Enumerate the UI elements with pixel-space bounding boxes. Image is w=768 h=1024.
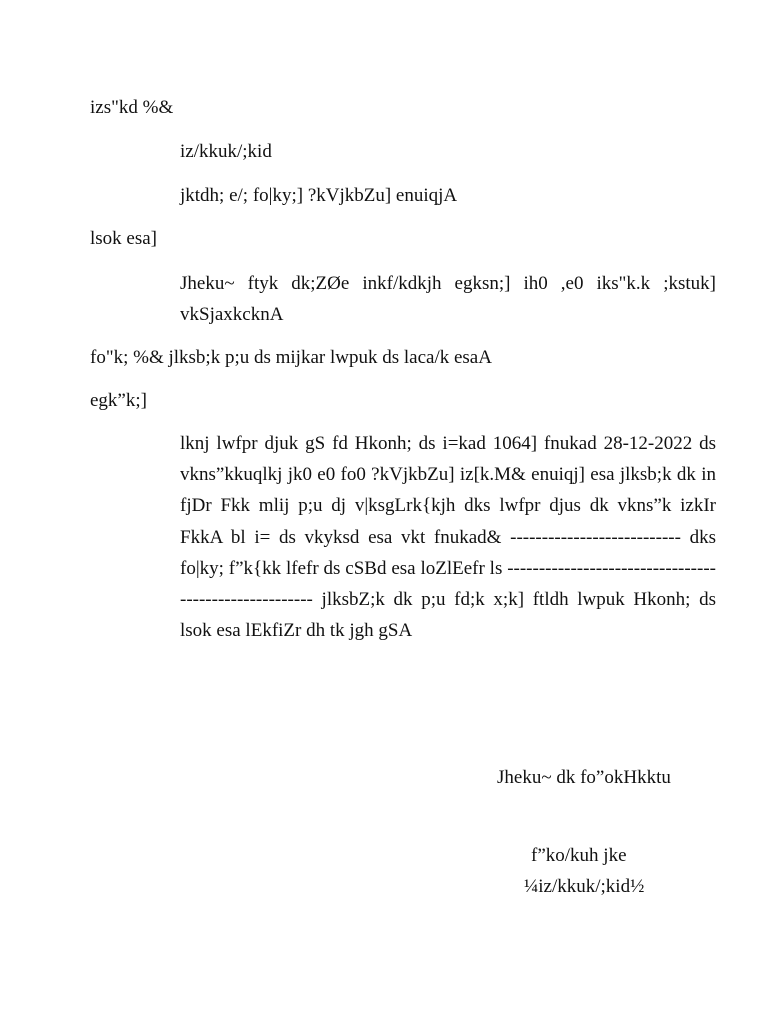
subject-line: fo"k; %& jlksb;k p;u ds mijkar lwpuk ds laca/k esaA (90, 347, 492, 368)
sender-designation: iz/kkuk/;kid (180, 141, 272, 162)
recipient-label: lsok esa] (90, 228, 158, 249)
salutation: egk”k;] (90, 390, 147, 411)
sender-school: jktdh; e/; fo|ky;] ?kVjkbZu] enuiqjA (180, 185, 458, 206)
letter-heading: izs"kd %& (90, 97, 174, 118)
closing-line: Jheku~ dk fo”okHkktu (497, 767, 671, 788)
recipient-address: Jheku~ ftyk dk;ZØe inkf/kdkjh egksn;] ih0 ,e0 iks"k.k ;kstuk] vkSjaxkcknA (180, 273, 716, 326)
signature-designation: ¼iz/kkuk/;kid½ (524, 876, 645, 897)
signature-name: f”ko/kuh jke (531, 845, 627, 866)
letter-body: lknj lwfpr djuk gS fd Hkonh; ds i=kad 1064] fnukad 28-12-2022 ds vkns”kkuqlkj jk0 e0 fo0 ?kVjkbZu] iz[k.M& enuiqj] esa jlksb;k dk in fjDr Fkk mlij p;u dj v|ksgLrk{kjh dks lwfpr djus dk vkns”k izkIr FkkA bl i= ds vkyksd esa vkt fnukad& --------------------------- dks fo|ky; f”k{kk lfefr ds cSBd esa loZlEefr ls ------------------------------------------------------ jlksbZ;k dk p;u fd;k x;k] ftldh lwpuk Hkonh; ds lsok esa lEkfiZr dh tk jgh gSA (180, 433, 716, 642)
